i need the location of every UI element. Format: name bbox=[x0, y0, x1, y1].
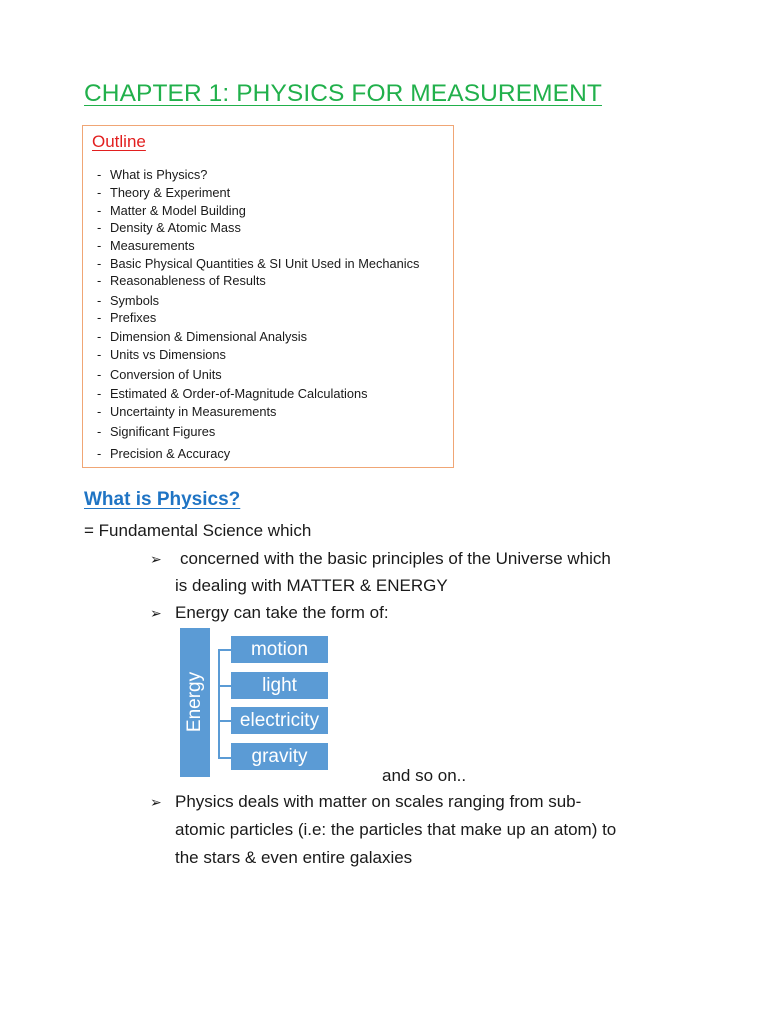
outline-item: - Precision & Accuracy bbox=[97, 446, 231, 461]
bullet-3-line-3: the stars & even entire galaxies bbox=[175, 848, 413, 867]
outline-item: - Basic Physical Quantities & SI Unit Used in Mechanics bbox=[97, 256, 420, 271]
energy-form-gravity: gravity bbox=[231, 743, 328, 770]
outline-item: - Matter & Model Building bbox=[97, 203, 246, 218]
arrow-bullet-icon: ➢ bbox=[150, 551, 162, 567]
bullet-2-text: Energy can take the form of: bbox=[175, 603, 389, 622]
energy-root-label: Energy bbox=[184, 671, 205, 733]
bracket-connector bbox=[218, 757, 231, 759]
outline-item: - Density & Atomic Mass bbox=[97, 220, 241, 235]
energy-root-bar bbox=[180, 628, 210, 777]
outline-item: - Theory & Experiment bbox=[97, 185, 231, 200]
outline-item: - Estimated & Order-of-Magnitude Calculations bbox=[97, 386, 368, 401]
chapter-title: CHAPTER 1: PHYSICS FOR MEASUREMENT bbox=[84, 80, 602, 107]
bullet-1-line-1: concerned with the basic principles of the Universe which bbox=[180, 549, 611, 568]
outline-item: - What is Physics? bbox=[97, 167, 208, 182]
outline-item: - Dimension & Dimensional Analysis bbox=[97, 329, 308, 344]
bracket-connector bbox=[218, 649, 220, 758]
bullet-1-line-2: is dealing with MATTER & ENERGY bbox=[175, 576, 448, 595]
outline-item: - Reasonableness of Results bbox=[97, 273, 266, 288]
outline-item: - Units vs Dimensions bbox=[97, 347, 226, 362]
bullet-3-line-2: atomic particles (i.e: the particles that make up an atom) to bbox=[175, 820, 617, 839]
and-so-on-text: and so on.. bbox=[382, 766, 467, 785]
bracket-connector bbox=[218, 649, 231, 651]
definition-text: = Fundamental Science which bbox=[84, 521, 312, 540]
section-heading: What is Physics? bbox=[84, 489, 241, 510]
bracket-connector bbox=[218, 720, 231, 722]
energy-form-light: light bbox=[231, 672, 328, 699]
energy-form-motion: motion bbox=[231, 636, 328, 663]
outline-item: - Symbols bbox=[97, 293, 160, 308]
outline-item: - Significant Figures bbox=[97, 424, 216, 439]
energy-form-electricity: electricity bbox=[231, 707, 328, 734]
outline-heading: Outline bbox=[92, 132, 146, 151]
arrow-bullet-icon: ➢ bbox=[150, 794, 162, 810]
bracket-connector bbox=[218, 685, 231, 687]
outline-item: - Uncertainty in Measurements bbox=[97, 404, 277, 419]
bullet-3-line-1: Physics deals with matter on scales ranging from sub- bbox=[175, 792, 582, 811]
outline-item: - Prefixes bbox=[97, 310, 157, 325]
outline-box bbox=[82, 125, 454, 468]
outline-item: - Measurements bbox=[97, 238, 195, 253]
outline-item: - Conversion of Units bbox=[97, 367, 222, 382]
arrow-bullet-icon: ➢ bbox=[150, 605, 162, 621]
